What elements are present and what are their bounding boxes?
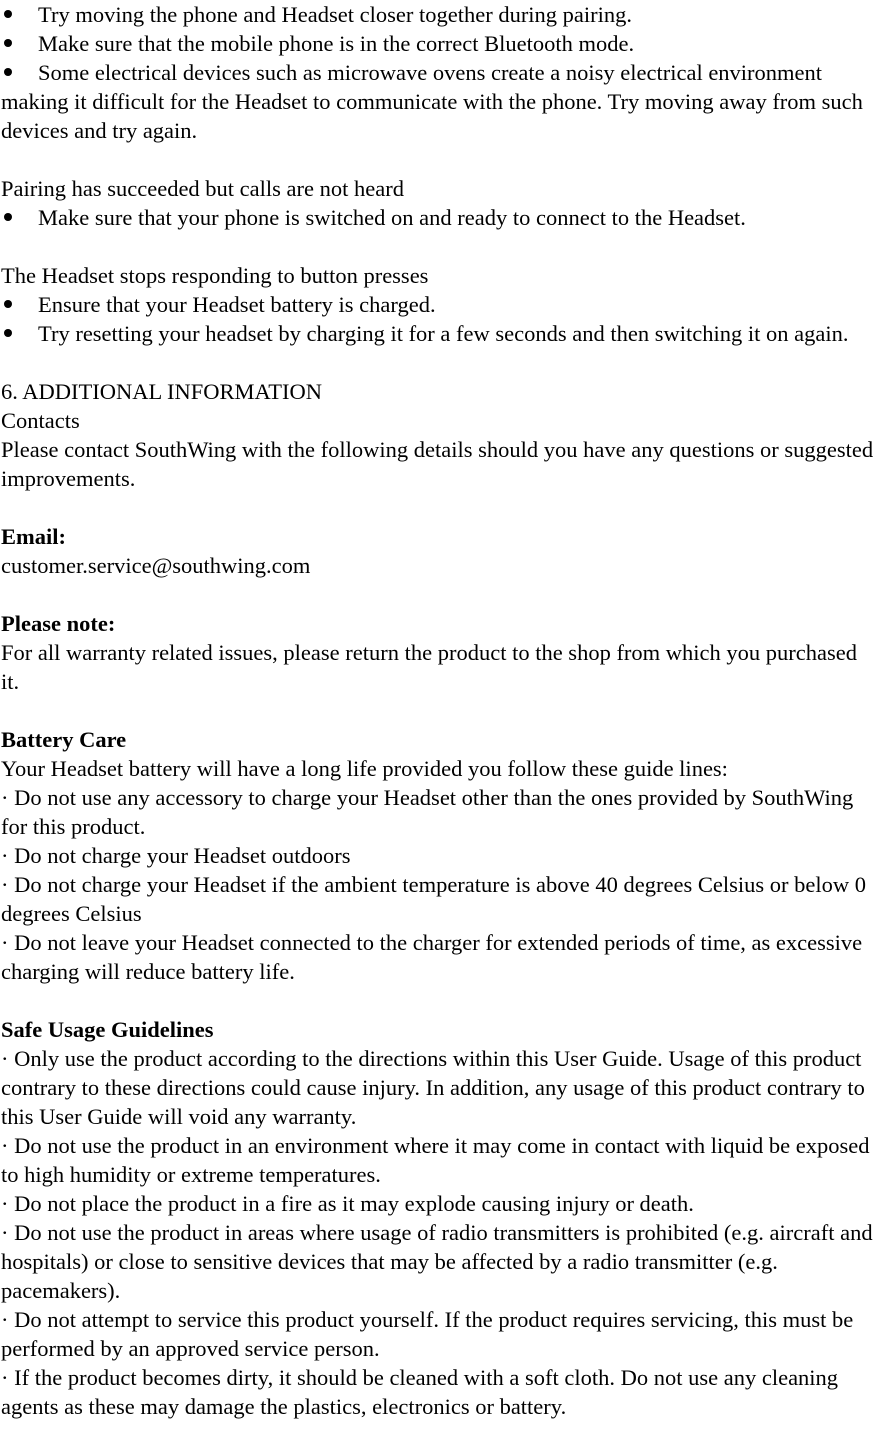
buttons-heading: The Headset stops responding to button presses (1, 263, 429, 288)
battery-item: · Do not leave your Headset connected to the charger for extended periods of time, as excessive charging will reduce battery life. (1, 930, 863, 984)
bullet-item: Make sure that the mobile phone is in the correct Bluetooth mode. (38, 31, 635, 56)
contacts-text: Please contact SouthWing with the following details should you have any questions or suggested improvements. (1, 437, 874, 491)
battery-intro: Your Headset battery will have a long life provided you follow these guide lines: (1, 756, 728, 781)
bullet-item: Try moving the phone and Headset closer together during pairing. (38, 2, 633, 27)
section-title: 6. ADDITIONAL INFORMATION (1, 379, 323, 404)
note-label: Please note: (1, 611, 116, 636)
battery-item: · Do not charge your Headset if the ambient temperature is above 40 degrees Celsius or below 0 degrees Celsius (1, 872, 866, 926)
battery-heading: Battery Care (1, 727, 127, 752)
bullet-item: Some electrical devices such as microwave ovens create a noisy electrical environment making it difficult for the Headset to communicate with the phone. Try moving away from such devices and try again. (1, 60, 863, 143)
safe-item: · Do not place the product in a fire as it may explode causing injury or death. (1, 1191, 694, 1216)
safe-item: · Do not attempt to service this product yourself. If the product requires servicing, this must be performed by an approved service person. (1, 1307, 854, 1361)
email-value: customer.service@southwing.com (1, 553, 311, 578)
battery-item: · Do not charge your Headset outdoors (1, 843, 351, 868)
calls-heading: Pairing has succeeded but calls are not heard (1, 176, 404, 201)
safe-item: · If the product becomes dirty, it should be cleaned with a soft cloth. Do not use any cleaning agents as these may damage the plastics, electronics or battery. (1, 1365, 839, 1419)
safe-item: · Do not use the product in an environment where it may come in contact with liquid be exposed to high humidity or extreme temperatures. (1, 1133, 870, 1187)
safe-item: · Do not use the product in areas where usage of radio transmitters is prohibited (e.g. aircraft and hospitals) or close to sensitive devices that may be affected by a radio transmitter (e.g. pacemakers). (1, 1220, 873, 1303)
safe-heading: Safe Usage Guidelines (1, 1017, 214, 1042)
contacts-label: Contacts (1, 408, 80, 433)
bullet-item: Make sure that your phone is switched on and ready to connect to the Headset. (38, 205, 746, 230)
note-text: For all warranty related issues, please return the product to the shop from which you purchased it. (1, 640, 857, 694)
email-label: Email: (1, 524, 66, 549)
bullet-item: Ensure that your Headset battery is charged. (38, 292, 436, 317)
battery-item: · Do not use any accessory to charge your Headset other than the ones provided by SouthWing for this product. (1, 785, 854, 839)
bullet-item: Try resetting your headset by charging it for a few seconds and then switching it on again. (38, 321, 849, 346)
safe-item: · Only use the product according to the directions within this User Guide. Usage of this product contrary to these directions could cause injury. In addition, any usage of this product contrary to this User Guide will void any warranty. (1, 1046, 865, 1129)
